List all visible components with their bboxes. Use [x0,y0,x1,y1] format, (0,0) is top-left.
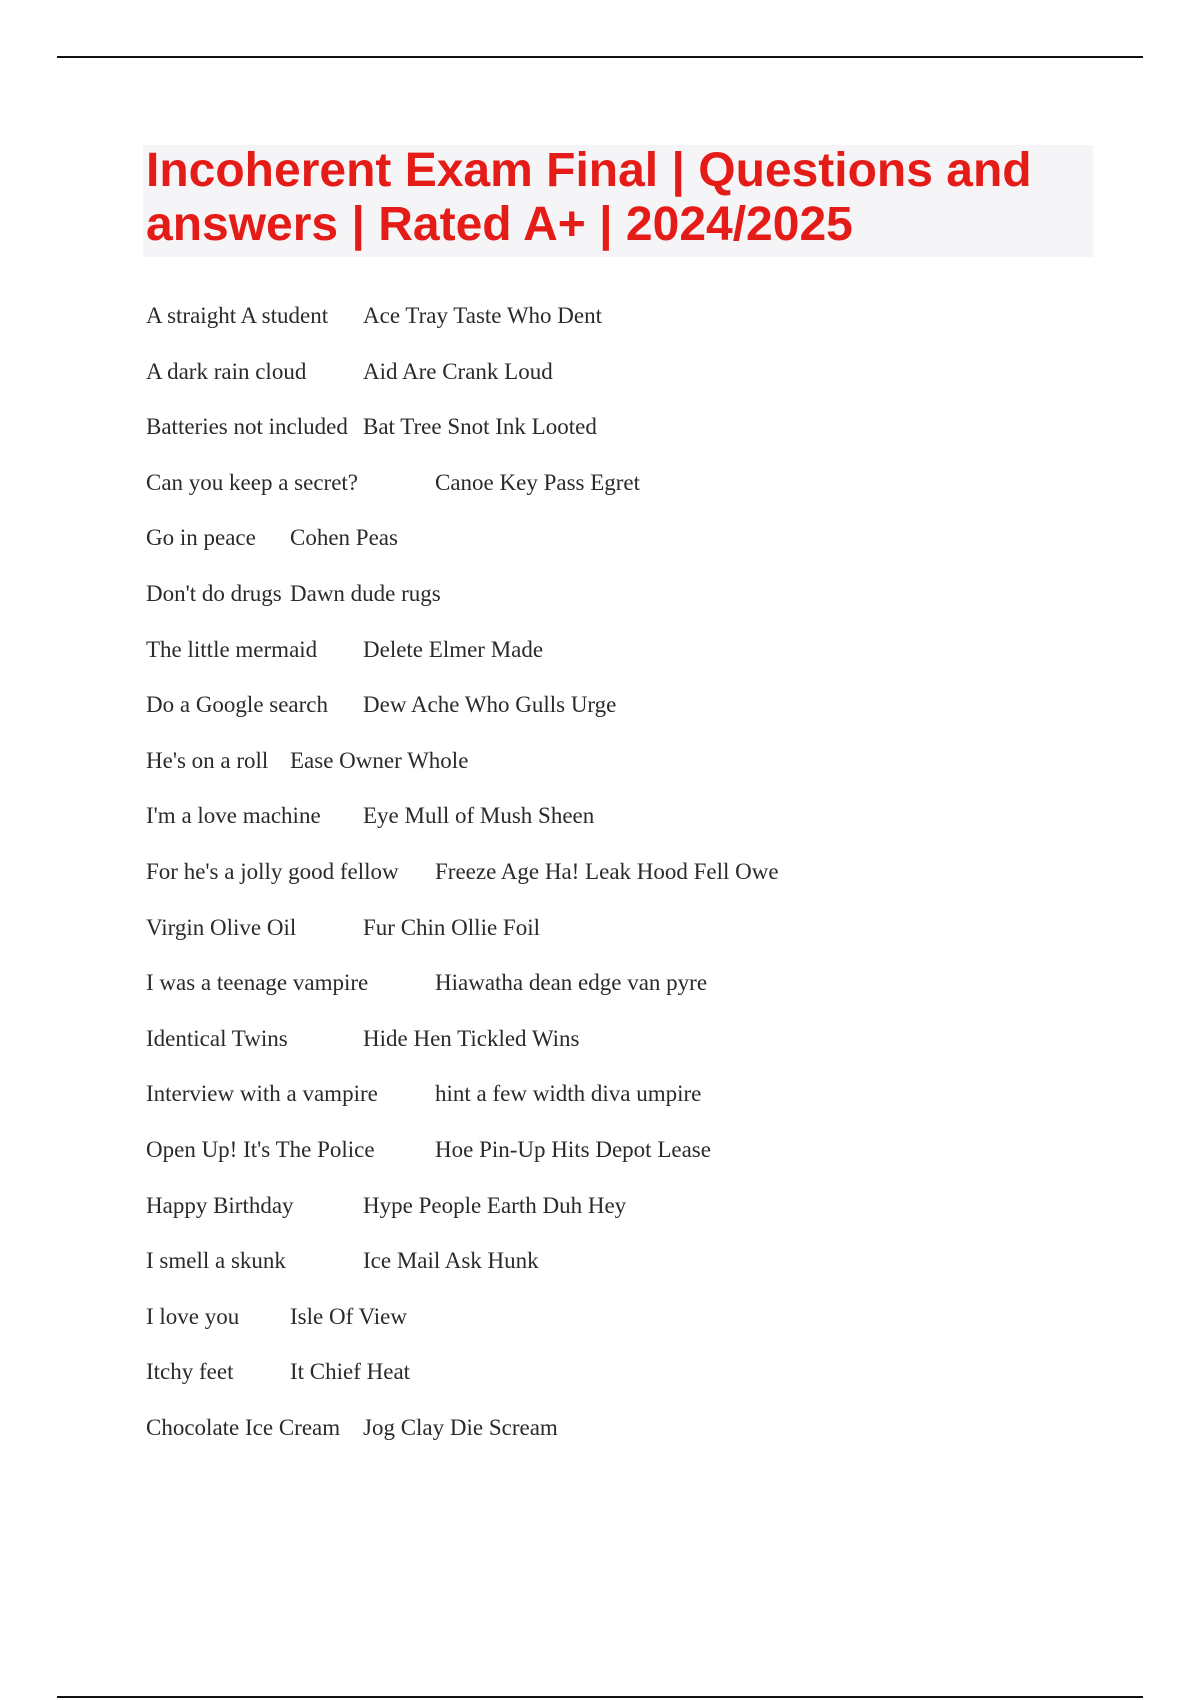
term-text: Identical Twins [146,1026,288,1051]
definition-text: Eye Mull of Mush Sheen [363,803,595,828]
definition-text: Aid Are Crank Loud [363,359,553,384]
term-text: For he's a jolly good fellow [146,859,399,884]
list-item [0,522,1200,554]
definition-text: Cohen Peas [290,525,398,550]
definition-text: Hiawatha dean edge van pyre [435,970,708,995]
list-item [0,912,1200,944]
definition-text: Freeze Age Ha! Leak Hood Fell Owe [435,859,779,884]
definition-text: Ace Tray Taste Who Dent [363,303,603,328]
list-item [0,1023,1200,1055]
page-title: Incoherent Exam Final | Questions and answers | Rated A+ | 2024/2025 [146,144,1032,251]
term-text: A dark rain cloud [146,359,307,384]
term-text: I love you [146,1304,240,1329]
list-item [0,1190,1200,1222]
list-item [0,1245,1200,1277]
term-text: I smell a skunk [146,1248,286,1273]
term-text: I was a teenage vampire [146,970,369,995]
term-text: Can you keep a secret? [146,470,359,495]
definition-text: It Chief Heat [290,1359,411,1384]
definition-text: Hoe Pin-Up Hits Depot Lease [435,1137,711,1162]
definition-text: Bat Tree Snot Ink Looted [363,414,597,439]
term-text: Itchy feet [146,1359,234,1384]
list-item [0,411,1200,443]
definition-text: Hype People Earth Duh Hey [363,1193,627,1218]
list-item [0,967,1200,999]
list-item [0,745,1200,777]
definition-text: Fur Chin Ollie Foil [363,915,540,940]
list-item [0,689,1200,721]
definition-text: Delete Elmer Made [363,637,544,662]
term-text: He's on a roll [146,748,269,773]
definition-text: Dawn dude rugs [290,581,441,606]
list-item [0,578,1200,610]
definition-text: Ease Owner Whole [290,748,469,773]
list-item [0,300,1200,332]
term-text: Batteries not included [146,414,348,439]
term-text: A straight A student [146,303,329,328]
list-item [0,800,1200,832]
term-text: Virgin Olive Oil [146,915,297,940]
list-item [0,856,1200,888]
list-item [0,1301,1200,1333]
definition-text: Hide Hen Tickled Wins [363,1026,580,1051]
term-text: Open Up! It's The Police [146,1137,375,1162]
definition-text: Ice Mail Ask Hunk [363,1248,539,1273]
list-item [0,1356,1200,1388]
bottom-rule [57,1696,1143,1698]
term-text: Chocolate Ice Cream [146,1415,341,1440]
term-text: Don't do drugs [146,581,282,606]
list-item [0,356,1200,388]
list-item [0,1078,1200,1110]
term-text: I'm a love machine [146,803,321,828]
definition-text: Jog Clay Die Scream [363,1415,558,1440]
list-item [0,467,1200,499]
term-text: The little mermaid [146,637,318,662]
definition-text: hint a few width diva umpire [435,1081,702,1106]
term-text: Go in peace [146,525,256,550]
list-item [0,634,1200,666]
term-text: Happy Birthday [146,1193,294,1218]
term-text: Interview with a vampire [146,1081,378,1106]
list-item [0,1412,1200,1444]
term-text: Do a Google search [146,692,329,717]
definition-text: Isle Of View [290,1304,407,1329]
definition-text: Dew Ache Who Gulls Urge [363,692,617,717]
definition-text: Canoe Key Pass Egret [435,470,641,495]
list-item [0,1134,1200,1166]
